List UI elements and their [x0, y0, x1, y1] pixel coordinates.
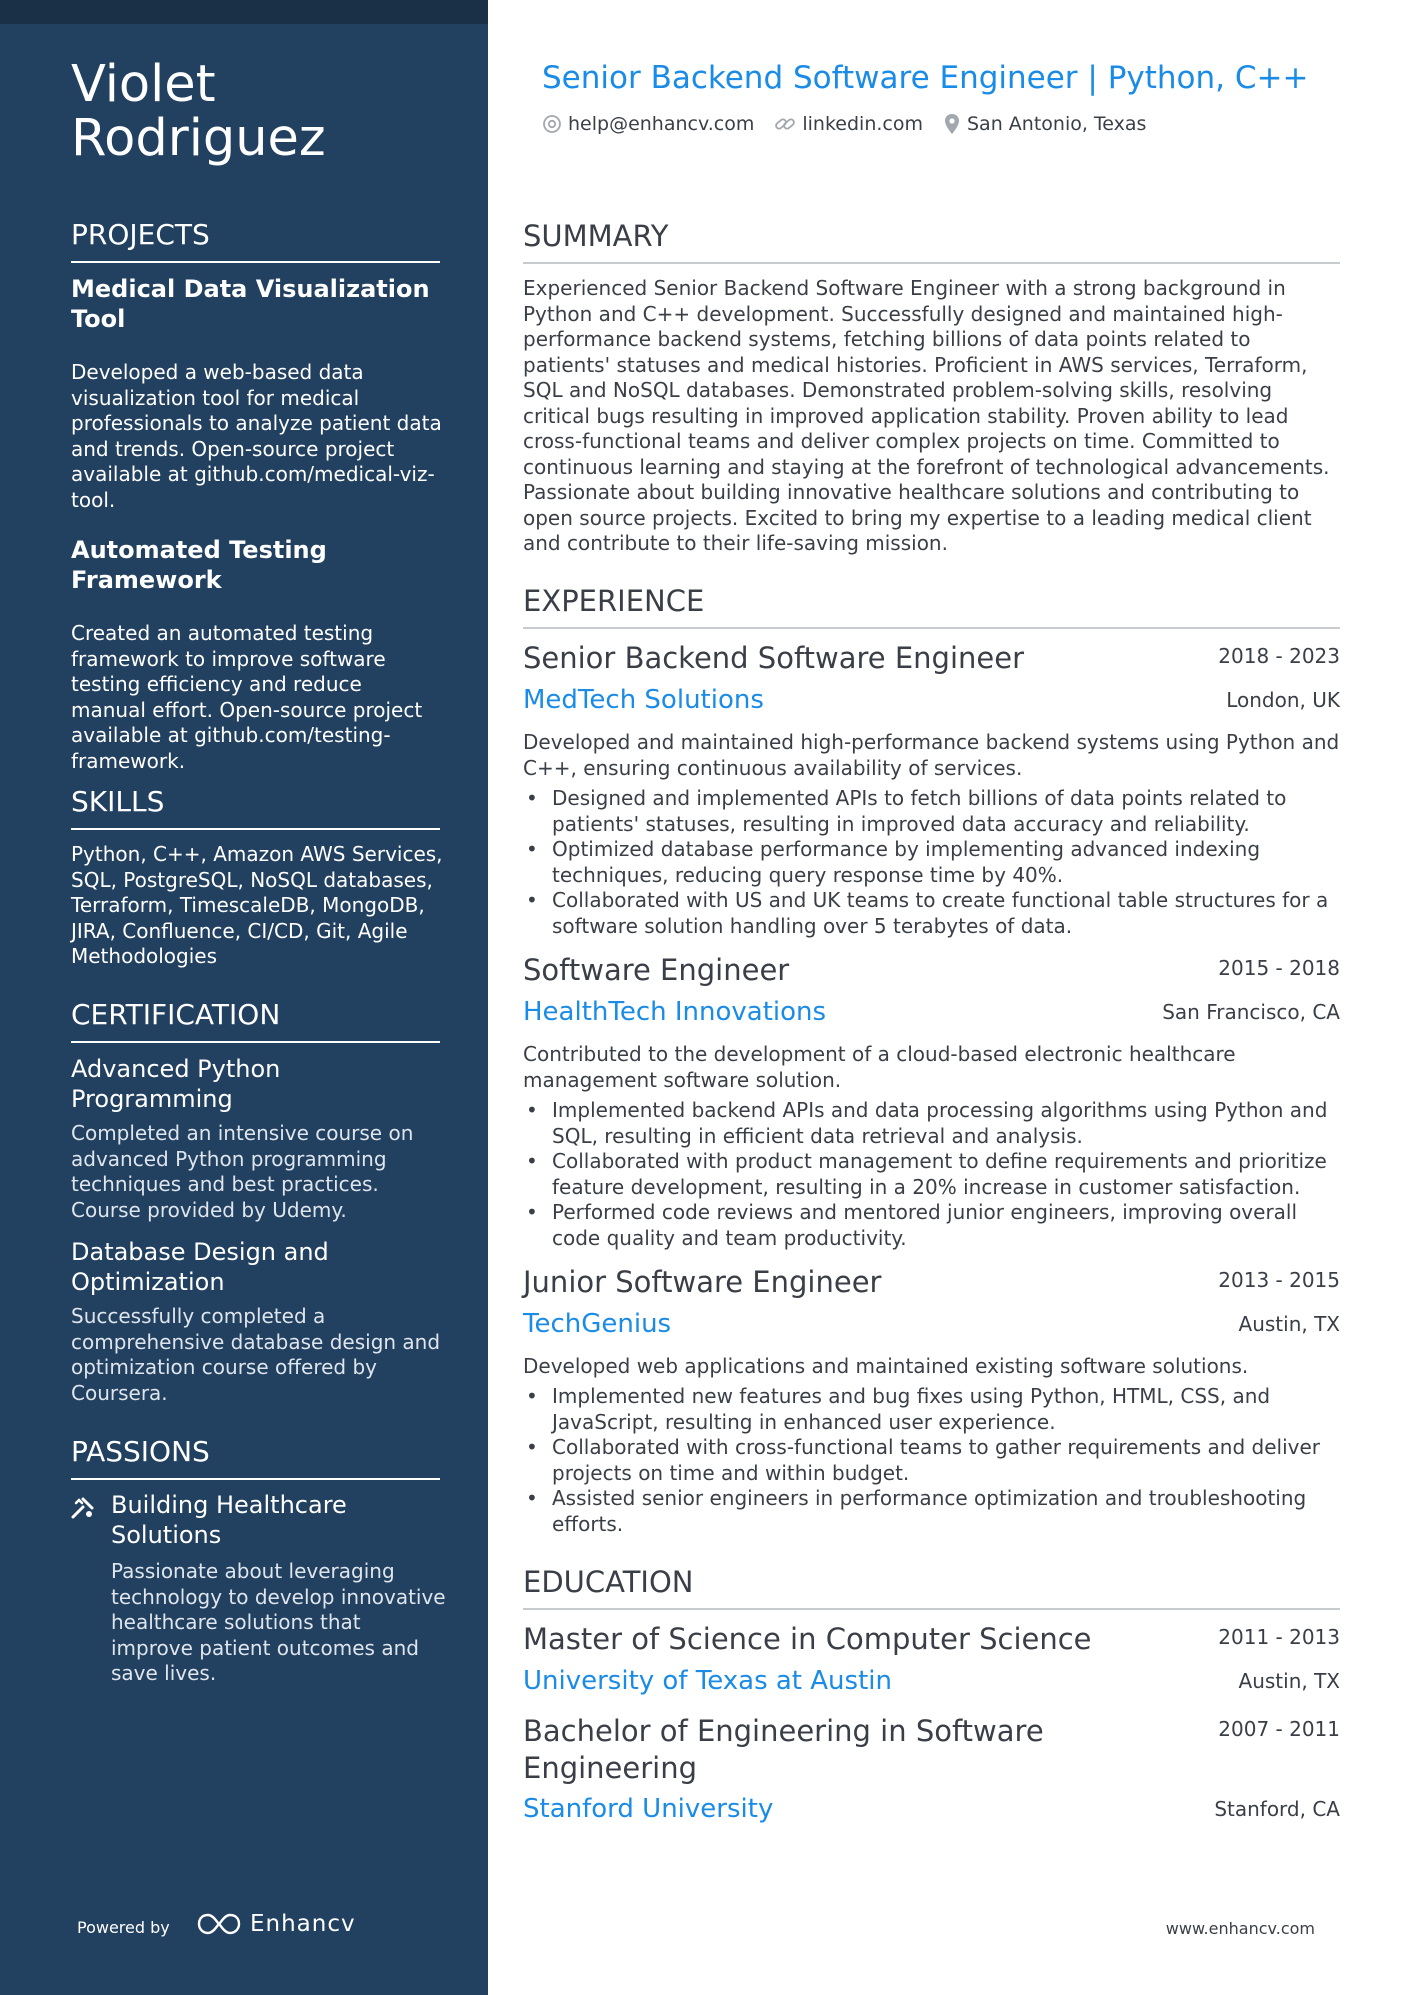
certification-title: Database Design and Optimization — [71, 1238, 329, 1296]
location-text: San Antonio, Texas — [967, 113, 1147, 135]
project-title: Automated Testing Framework — [71, 536, 327, 594]
job-title: Senior Backend Software Engineer — [523, 641, 1025, 675]
job-description: Contributed to the development of a cloud-based electronic healthcare management software solution. — [523, 1042, 1236, 1092]
contact-location — [943, 113, 1146, 135]
experience-heading: EXPERIENCE — [523, 583, 1340, 629]
job-location: San Francisco, CA — [1162, 1000, 1340, 1024]
list-item: • Implemented backend APIs and data processing algorithms using Python and SQL, resulting in efficient data retrieval and analysis. — [523, 1098, 1343, 1149]
job-bullets — [523, 786, 1343, 939]
job-bullets — [523, 1098, 1343, 1251]
list-item: • Collaborated with US and UK teams to create functional table structures for a software solution handling over 5 terabytes of data. — [523, 888, 1343, 939]
powered-by-label: Powered by — [77, 1918, 170, 1937]
school-name[interactable]: University of Texas at Austin — [523, 1666, 892, 1696]
headline: Senior Backend Software Engineer | Python, C++ — [542, 60, 1309, 96]
passion-description: Passionate about leveraging technology to develop innovative healthcare solutions that improve patient outcomes and save lives. — [111, 1559, 446, 1685]
skills-heading: SKILLS — [71, 785, 440, 830]
job-dates: 2013 - 2015 — [1218, 1268, 1340, 1292]
link-icon — [774, 114, 796, 134]
company-name[interactable]: TechGenius — [523, 1309, 672, 1339]
passion-title: Building Healthcare Solutions — [111, 1491, 347, 1549]
project-title: Medical Data Visualization Tool — [71, 275, 430, 333]
enhancv-logo[interactable] — [196, 1906, 356, 1942]
certification-title: Advanced Python Programming — [71, 1055, 281, 1113]
certification-description: Successfully completed a comprehensive database design and optimization course offered by Coursera. — [71, 1304, 441, 1405]
passions-heading: PASSIONS — [71, 1435, 440, 1480]
list-item: • Collaborated with cross-functional teams to gather requirements and deliver projects on time and within budget. — [523, 1435, 1343, 1486]
company-name[interactable]: MedTech Solutions — [523, 685, 764, 715]
project-description: Created an automated testing framework to improve software testing efficiency and reduce manual effort. Open-source project available at github.com/testing-framework. — [71, 621, 423, 773]
infinity-logo-icon — [196, 1911, 242, 1937]
footer-url[interactable]: www.enhancv.com — [1165, 1919, 1315, 1938]
job-dates: 2018 - 2023 — [1218, 644, 1340, 668]
list-item: • Implemented new features and bug fixes using Python, HTML, CSS, and JavaScript, resulting in enhanced user experience. — [523, 1384, 1343, 1435]
at-icon — [542, 114, 562, 134]
logo-text: Enhancv — [250, 1911, 356, 1937]
list-item: • Collaborated with product management to define requirements and prioritize feature development, resulting in a 20% increase in customer satisfaction. — [523, 1149, 1343, 1200]
list-item: • Performed code reviews and mentored junior engineers, improving overall code quality and team productivity. — [523, 1200, 1343, 1251]
job-title: Software Engineer — [523, 953, 790, 987]
map-pin-icon — [943, 113, 961, 135]
job-location: London, UK — [1226, 688, 1340, 712]
contact-row — [542, 113, 1166, 135]
list-item: • Assisted senior engineers in performance optimization and troubleshooting efforts. — [523, 1486, 1343, 1537]
job-location: Austin, TX — [1238, 1312, 1340, 1336]
job-dates: 2015 - 2018 — [1218, 956, 1340, 980]
company-name[interactable]: HealthTech Innovations — [523, 997, 827, 1027]
job-description: Developed and maintained high-performance backend systems using Python and C++, ensuring continuous availability of services. — [523, 730, 1340, 780]
list-item: • Designed and implemented APIs to fetch billions of data points related to patients' statuses, resulting in improved data accuracy and reliability. — [523, 786, 1343, 837]
projects-heading: PROJECTS — [71, 218, 440, 263]
email-text: help@enhancv.com — [568, 113, 755, 135]
skills-list: Python, C++, Amazon AWS Services, SQL, PostgreSQL, NoSQL databases, Terraform, TimescaleDB, MongoDB, JIRA, Confluence, CI/CD, Git, Agile Methodologies — [71, 842, 443, 968]
education-dates: 2007 - 2011 — [1218, 1717, 1340, 1741]
education-dates: 2011 - 2013 — [1218, 1625, 1340, 1649]
education-heading: EDUCATION — [523, 1564, 1340, 1610]
certification-heading: CERTIFICATION — [71, 998, 440, 1043]
certification-description: Completed an intensive course on advanced Python programming techniques and best practices. Course provided by Udemy. — [71, 1121, 414, 1222]
candidate-name: Violet Rodriguez — [71, 55, 326, 168]
degree-title: Bachelor of Engineering in Software Engineering — [523, 1714, 1044, 1785]
sidebar-top-bar — [0, 0, 488, 24]
sidebar — [0, 0, 488, 1995]
degree-title: Master of Science in Computer Science — [523, 1622, 1092, 1656]
contact-email[interactable] — [542, 113, 754, 135]
education-location: Stanford, CA — [1214, 1797, 1340, 1821]
list-item: • Optimized database performance by implementing advanced indexing techniques, reducing query response time by 40%. — [523, 837, 1343, 888]
school-name[interactable]: Stanford University — [523, 1794, 774, 1824]
job-description: Developed web applications and maintained existing software solutions. — [523, 1354, 1249, 1378]
education-location: Austin, TX — [1238, 1669, 1340, 1693]
job-title: Junior Software Engineer — [523, 1265, 882, 1299]
job-bullets — [523, 1384, 1343, 1537]
contact-linkedin[interactable] — [774, 113, 923, 135]
summary-text: Experienced Senior Backend Software Engineer with a strong background in Python and C++ development. Successfully designed and maintained high-performance backend systems, fetching billions of data points related to patients' statuses and medical histories. Proficient in AWS services, Terraform, SQL and NoSQL databases. Demonstrated problem-solving skills, resolving critical bugs resulting in improved application stability. Proven ability to lead cross-functional teams and deliver complex projects on time. Committed to continuous learning and staying at the forefront of technological advancements. Passionate about building innovative healthcare solutions and contributing to open source projects. Excited to bring my expertise to a leading medical client and contribute to their life-saving mission. — [523, 276, 1330, 555]
tools-icon — [70, 1495, 96, 1521]
project-description: Developed a web-based data visualization tool for medical professionals to analyze patient data and trends. Open-source project available at github.com/medical-viz-tool. — [71, 360, 442, 512]
linkedin-text: linkedin.com — [802, 113, 923, 135]
summary-heading: SUMMARY — [523, 218, 1340, 264]
